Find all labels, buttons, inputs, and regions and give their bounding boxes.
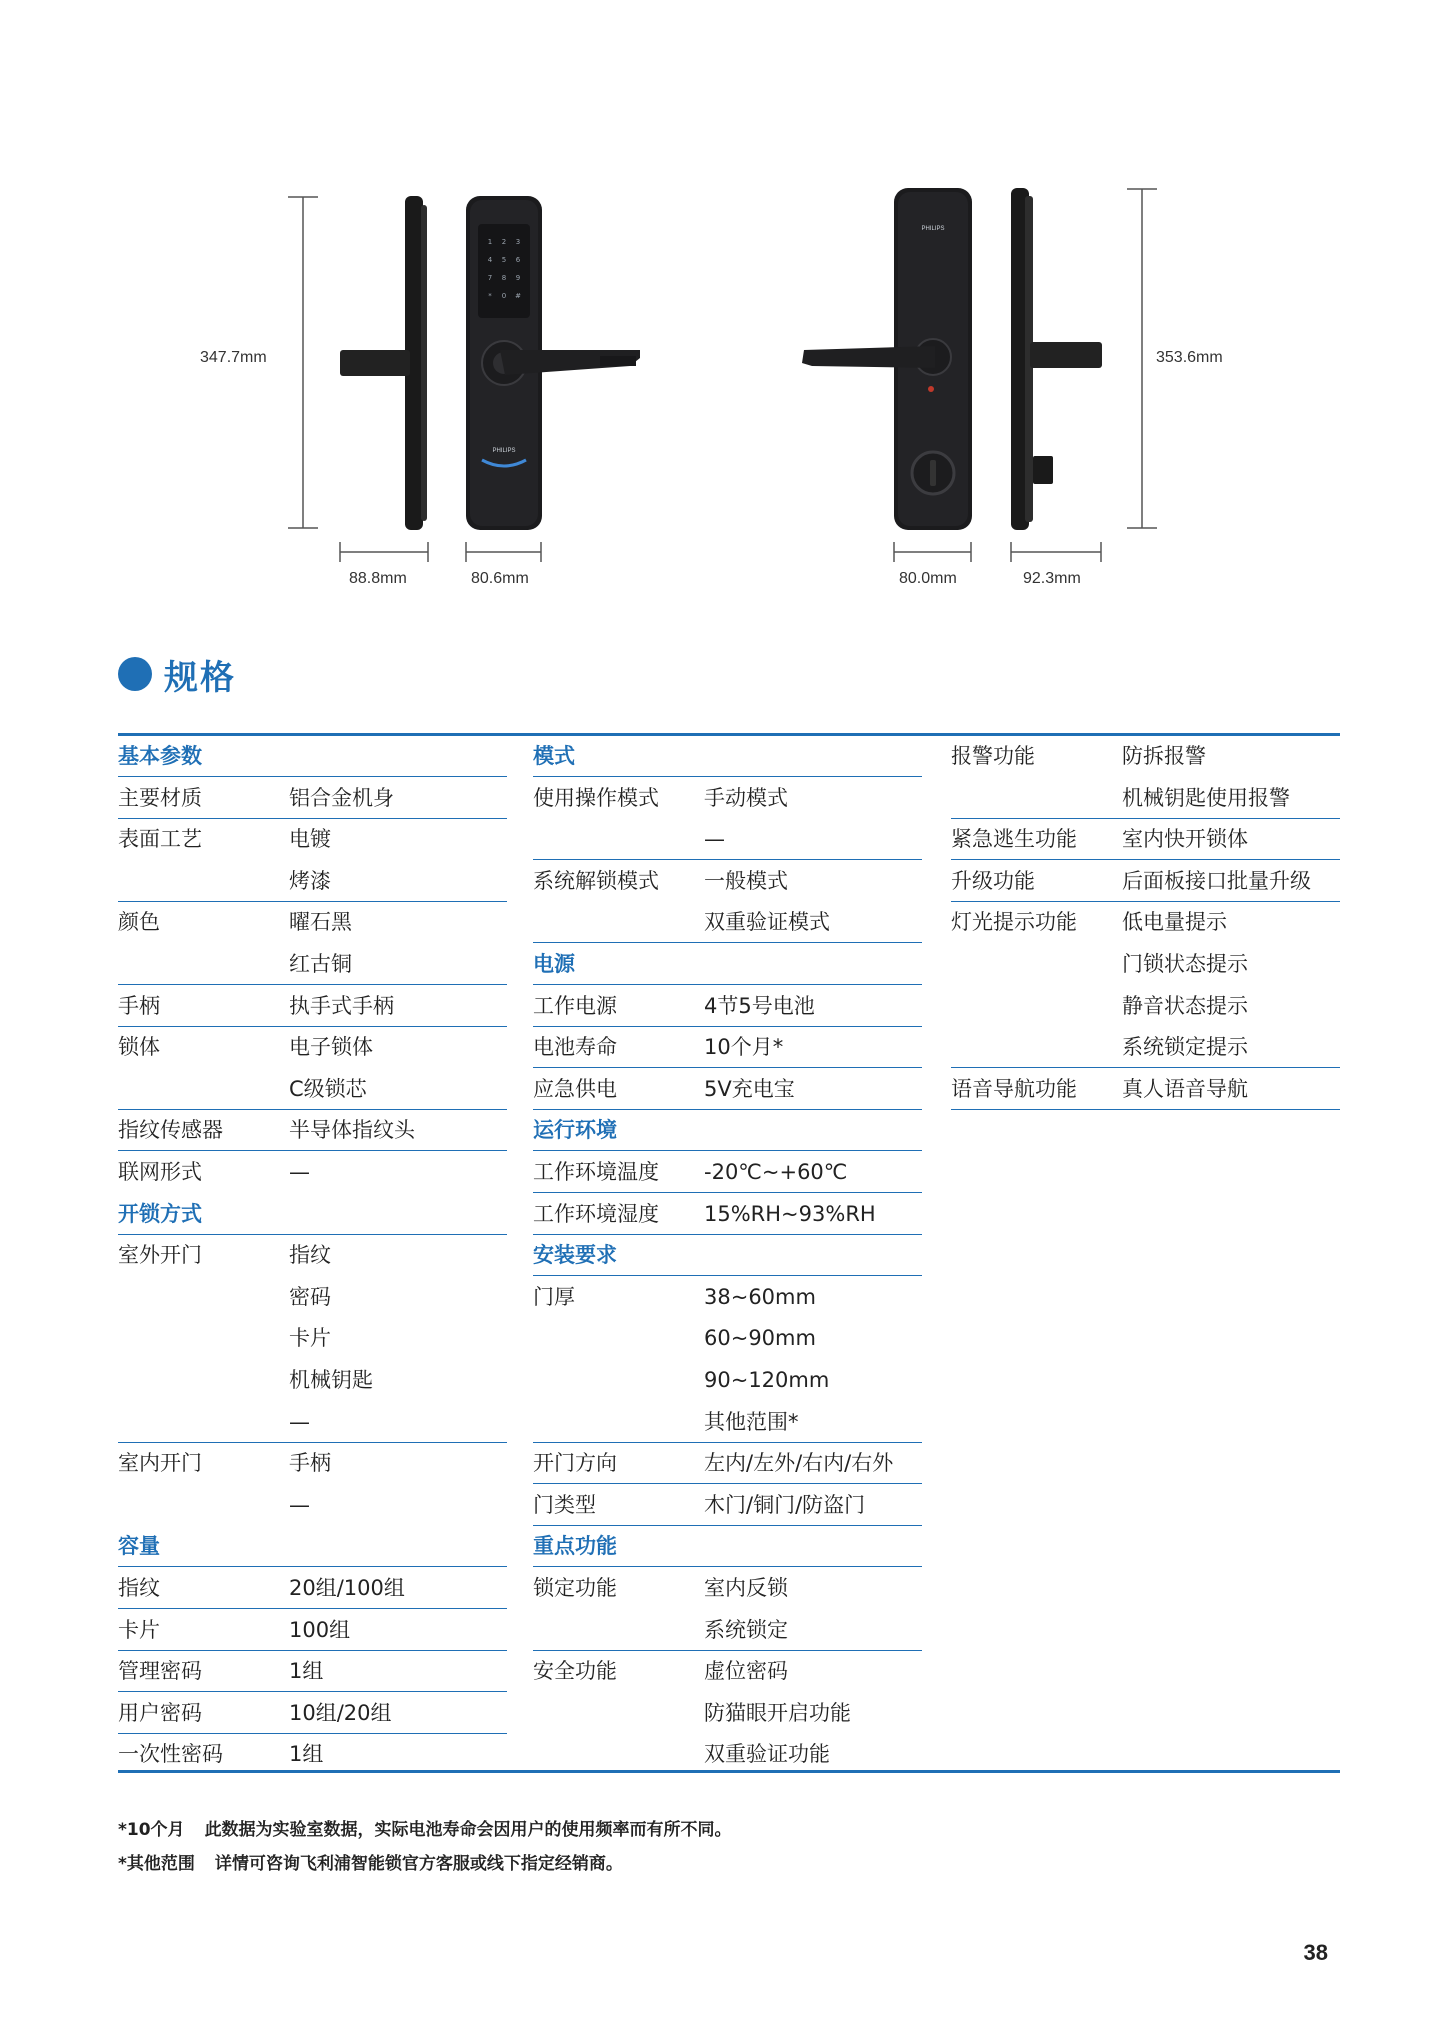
- spec-value: 1组: [289, 1659, 324, 1684]
- svg-text:PHILIPS: PHILIPS: [492, 448, 516, 454]
- spec-label: 锁定功能: [533, 1576, 617, 1600]
- page-number: 38: [1303, 1940, 1328, 1965]
- spec-value: 机械钥匙: [289, 1368, 373, 1392]
- svg-text:*: *: [488, 292, 492, 300]
- spec-value: 15%RH~93%RH: [704, 1201, 876, 1226]
- spec-value: —: [289, 1492, 310, 1517]
- back-panel: [802, 188, 972, 530]
- spec-group-title: 安装要求: [533, 1243, 617, 1268]
- spec-value: 38~60mm: [704, 1284, 816, 1309]
- spec-label: 工作环境温度: [533, 1160, 659, 1184]
- spec-row: [951, 1069, 1340, 1110]
- spec-value: 虚位密码: [704, 1659, 788, 1684]
- spec-row: [118, 986, 507, 1027]
- spec-row: [533, 1027, 922, 1068]
- svg-text:8: 8: [501, 274, 507, 282]
- spec-row: [118, 902, 507, 943]
- svg-text:9: 9: [515, 274, 521, 282]
- front-height-label: 347.7mm: [200, 349, 267, 366]
- spec-value: 60~90mm: [704, 1326, 816, 1351]
- footnote-key: *其他范围: [118, 1854, 195, 1874]
- spec-value: —: [289, 1409, 310, 1434]
- spec-row: [118, 819, 507, 860]
- back-depth-label: 92.3mm: [1023, 570, 1081, 587]
- spec-value: 系统锁定: [704, 1617, 788, 1642]
- spec-value: 手动模式: [704, 785, 788, 810]
- spec-value: 5V充电宝: [704, 1076, 795, 1101]
- svg-text:3: 3: [515, 238, 521, 246]
- spec-row: [533, 861, 922, 902]
- spec-row: [533, 1693, 922, 1734]
- footnote-battery: [118, 1815, 732, 1840]
- section-title-text: 规格: [164, 657, 236, 698]
- spec-row: [533, 778, 922, 819]
- spec-row: [118, 778, 507, 819]
- spec-value: 卡片: [289, 1326, 331, 1351]
- spec-label: 室外开门: [118, 1243, 202, 1268]
- spec-label: 管理密码: [118, 1659, 202, 1684]
- back-height-label: 353.6mm: [1156, 349, 1223, 366]
- spec-row: [118, 944, 507, 985]
- spec-group-title: 容量: [118, 1534, 160, 1559]
- spec-row: [951, 986, 1340, 1027]
- spec-row: [118, 1152, 507, 1193]
- spec-value: 其他范围*: [704, 1409, 799, 1434]
- svg-text:6: 6: [515, 256, 521, 264]
- spec-value: 90~120mm: [704, 1368, 830, 1392]
- spec-label: 指纹: [118, 1576, 160, 1600]
- front-side-profile: [340, 196, 427, 530]
- spec-label: 一次性密码: [118, 1742, 223, 1767]
- spec-row: [533, 1360, 922, 1401]
- spec-label: 表面工艺: [118, 827, 202, 852]
- spec-value: 静音状态提示: [1122, 993, 1248, 1018]
- spec-value: 门锁状态提示: [1122, 952, 1248, 976]
- spec-row: [951, 819, 1340, 860]
- spec-label: 电池寿命: [533, 1035, 617, 1060]
- svg-text:5: 5: [501, 256, 507, 264]
- spec-value: 4节5号电池: [704, 993, 815, 1018]
- spec-group-title: 基本参数: [118, 744, 202, 768]
- spec-value: 半导体指纹头: [289, 1118, 415, 1143]
- spec-group-title: 开锁方式: [118, 1201, 202, 1226]
- footnote-text: 此数据为实验室数据，实际电池寿命会因用户的使用频率而有所不同。: [204, 1820, 732, 1840]
- spec-label: 报警功能: [951, 744, 1035, 768]
- spec-label: 灯光提示功能: [951, 910, 1077, 935]
- spec-row: [533, 1277, 922, 1318]
- spec-label: 卡片: [118, 1617, 160, 1642]
- spec-row: [118, 1318, 507, 1359]
- spec-value: 电镀: [289, 827, 331, 852]
- door-lock-dimension-drawing: [0, 0, 1434, 620]
- spec-group-title: 模式: [533, 744, 575, 768]
- spec-value: 双重验证模式: [704, 910, 830, 935]
- spec-value: 红古铜: [289, 952, 352, 976]
- spec-group-header: [533, 944, 922, 985]
- spec-value: 电子锁体: [289, 1035, 373, 1060]
- spec-label: 手柄: [118, 993, 160, 1018]
- spec-row: [951, 944, 1340, 985]
- spec-group-header: [118, 1526, 507, 1567]
- svg-text:0: 0: [501, 292, 507, 300]
- spec-row: [118, 1693, 507, 1734]
- spec-row: [533, 1152, 922, 1193]
- spec-label: 安全功能: [533, 1659, 617, 1684]
- spec-value: 10组/20组: [289, 1700, 392, 1725]
- spec-label: 门厚: [533, 1284, 575, 1309]
- spec-value: 手柄: [289, 1451, 331, 1476]
- spec-value: —: [289, 1160, 310, 1184]
- section-title: [118, 652, 236, 696]
- spec-group-title: 重点功能: [533, 1534, 617, 1559]
- spec-label: 联网形式: [118, 1160, 202, 1184]
- spec-row: [951, 1027, 1340, 1068]
- spec-row: [118, 1610, 507, 1651]
- spec-value: 铝合金机身: [289, 785, 394, 810]
- spec-value: 系统锁定提示: [1122, 1035, 1248, 1060]
- spec-row: [533, 1568, 922, 1609]
- svg-text:#: #: [515, 292, 521, 300]
- spec-row: [118, 1651, 507, 1692]
- spec-row: [533, 1651, 922, 1692]
- spec-label: 使用操作模式: [533, 785, 659, 810]
- svg-text:2: 2: [501, 238, 507, 246]
- spec-row: [533, 1318, 922, 1359]
- spec-value: 防拆报警: [1122, 744, 1206, 768]
- spec-value: —: [704, 827, 725, 852]
- spec-row: [118, 1235, 507, 1276]
- spec-row: [533, 1734, 922, 1775]
- spec-value: 密码: [289, 1284, 331, 1309]
- spec-group-title: 电源: [533, 952, 575, 976]
- spec-group-header: [533, 1526, 922, 1567]
- spec-value: 100组: [289, 1617, 351, 1642]
- specification-table: [118, 733, 1340, 1773]
- spec-row: [533, 819, 922, 860]
- spec-label: 工作电源: [533, 993, 617, 1018]
- spec-row: [951, 778, 1340, 819]
- spec-row: [118, 1360, 507, 1401]
- back-width-label: 80.0mm: [899, 570, 957, 587]
- spec-row: [533, 1443, 922, 1484]
- spec-group-header: [118, 736, 507, 777]
- spec-value: 真人语音导航: [1122, 1076, 1248, 1101]
- spec-value: 低电量提示: [1122, 910, 1227, 935]
- spec-label: 门类型: [533, 1492, 596, 1517]
- spec-group-header: [118, 1194, 507, 1235]
- front-depth-label: 88.8mm: [349, 570, 407, 587]
- spec-label: 主要材质: [118, 785, 202, 810]
- svg-text:PHILIPS: PHILIPS: [921, 226, 945, 232]
- spec-label: 紧急逃生功能: [951, 827, 1077, 852]
- spec-row: [533, 902, 922, 943]
- spec-row: [118, 1734, 507, 1775]
- spec-group-title: 运行环境: [533, 1118, 617, 1143]
- spec-value: 执手式手柄: [289, 993, 394, 1018]
- footnote-text: 详情可咨询飞利浦智能锁官方客服或线下指定经销商。: [214, 1854, 623, 1874]
- spec-value: 10个月*: [704, 1035, 784, 1060]
- spec-value: 防猫眼开启功能: [704, 1700, 851, 1725]
- spec-value: 20组/100组: [289, 1576, 405, 1600]
- spec-row: [533, 1402, 922, 1443]
- spec-label: 锁体: [118, 1035, 160, 1060]
- back-side-profile: [1011, 188, 1102, 530]
- spec-value: 左内/左外/右内/右外: [704, 1451, 894, 1476]
- spec-label: 室内开门: [118, 1451, 202, 1476]
- spec-value: 机械钥匙使用报警: [1122, 785, 1290, 810]
- spec-row: [118, 861, 507, 902]
- spec-row: [118, 1485, 507, 1526]
- spec-label: 语音导航功能: [951, 1076, 1077, 1101]
- spec-value: 室内快开锁体: [1122, 827, 1248, 852]
- spec-group-header: [533, 1110, 922, 1151]
- spec-row: [118, 1568, 507, 1609]
- spec-label: 系统解锁模式: [533, 868, 659, 893]
- spec-row: [118, 1027, 507, 1068]
- spec-row: [533, 1485, 922, 1526]
- spec-row: [118, 1443, 507, 1484]
- svg-text:1: 1: [487, 238, 493, 246]
- front-width-label: 80.6mm: [471, 570, 529, 587]
- spec-value: C级锁芯: [289, 1076, 367, 1101]
- spec-value: 双重验证功能: [704, 1742, 830, 1767]
- spec-row: [118, 1402, 507, 1443]
- spec-row: [951, 861, 1340, 902]
- spec-value: 烤漆: [289, 868, 331, 893]
- spec-group-header: [533, 736, 922, 777]
- spec-label: 开门方向: [533, 1451, 617, 1476]
- spec-label: 应急供电: [533, 1076, 617, 1101]
- spec-value: 一般模式: [704, 868, 788, 893]
- spec-label: 颜色: [118, 910, 160, 935]
- spec-value: -20℃~+60℃: [704, 1160, 848, 1184]
- spec-row: [533, 1194, 922, 1235]
- spec-row: [951, 902, 1340, 943]
- product-dimension-figure: [0, 0, 1434, 620]
- spec-label: 工作环境湿度: [533, 1201, 659, 1226]
- spec-value: 曜石黑: [289, 910, 352, 935]
- bullet-dot-icon: [118, 657, 152, 691]
- spec-value: 后面板接口批量升级: [1122, 868, 1311, 893]
- footnote-range: [118, 1849, 623, 1874]
- spec-value: 1组: [289, 1742, 324, 1767]
- front-panel: [466, 196, 640, 530]
- spec-label: 用户密码: [118, 1700, 202, 1725]
- spec-row: [533, 1069, 922, 1110]
- spec-row: [951, 736, 1340, 777]
- spec-row: [533, 1610, 922, 1651]
- spec-row: [118, 1069, 507, 1110]
- spec-row: [118, 1277, 507, 1318]
- spec-value: 木门/铜门/防盗门: [704, 1492, 866, 1517]
- svg-text:4: 4: [487, 256, 493, 264]
- footnote-key: *10个月: [118, 1820, 185, 1840]
- spec-row: [118, 1110, 507, 1151]
- spec-value: 室内反锁: [704, 1576, 788, 1600]
- svg-text:7: 7: [487, 274, 493, 282]
- spec-label: 指纹传感器: [118, 1118, 223, 1143]
- spec-value: 指纹: [289, 1243, 331, 1268]
- spec-group-header: [533, 1235, 922, 1276]
- spec-row: [533, 986, 922, 1027]
- spec-label: 升级功能: [951, 868, 1035, 893]
